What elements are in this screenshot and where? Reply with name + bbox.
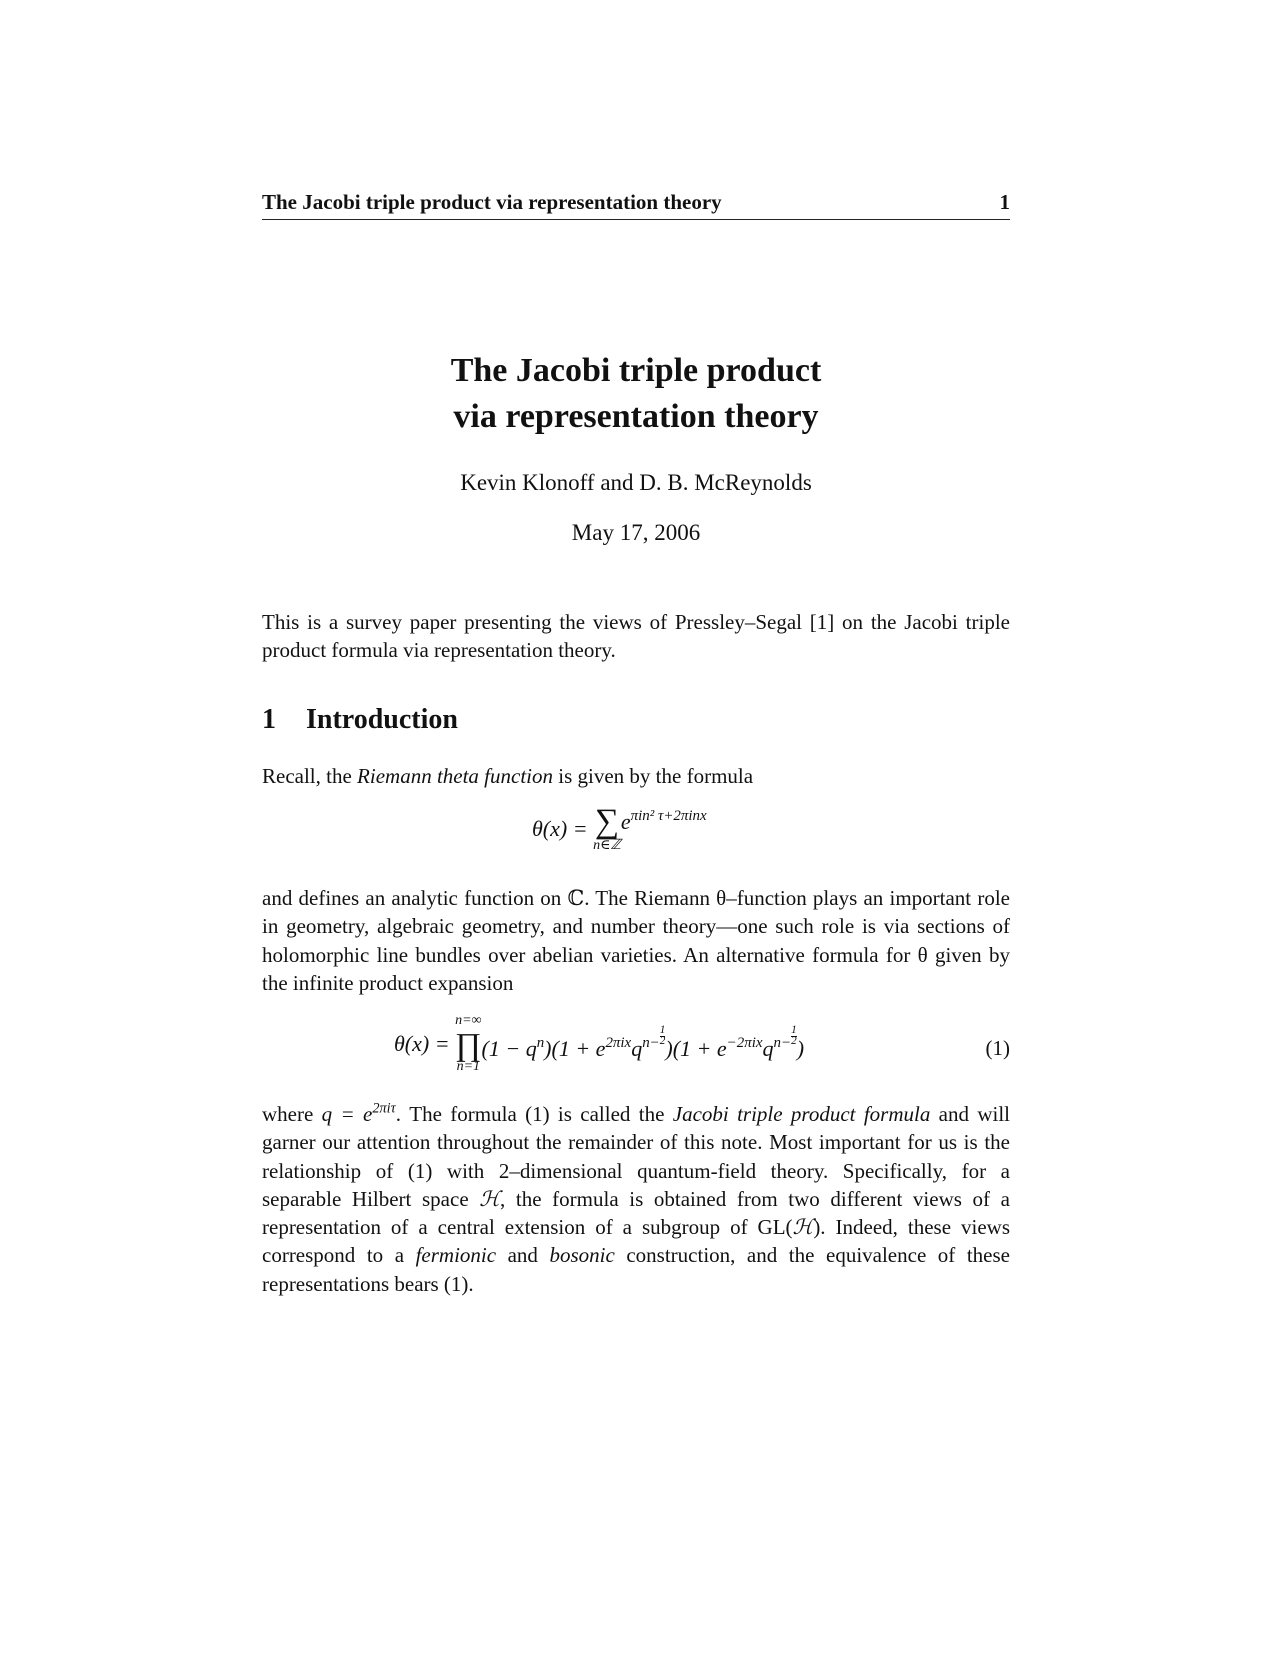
eq2-f3-close: ) (796, 1035, 805, 1061)
sum-lower-limit: n∈ℤ (593, 838, 621, 853)
eq2-f2-close: ) (665, 1035, 673, 1061)
sum-operator (593, 805, 621, 853)
product-lower-limit: n=1 (456, 1059, 481, 1074)
paragraph-1 (262, 762, 1010, 790)
eq2-f3-q: q (762, 1035, 774, 1061)
paper-title (262, 348, 1010, 440)
page-number: 1 (999, 190, 1010, 214)
title-line-1: The Jacobi triple product (450, 352, 822, 389)
eq2-f2-q: q (631, 1035, 643, 1061)
half-num-2: 1 (791, 1024, 797, 1037)
date: May 17, 2006 (571, 520, 701, 545)
product-symbol: ∏ (455, 1026, 482, 1062)
half-den: 2 (659, 1034, 666, 1047)
product-upper-limit: n=∞ (455, 1013, 482, 1028)
eq1-exponent: πin² τ+2πinx (630, 808, 707, 825)
q-definition (322, 1102, 396, 1126)
section-number: 1 (262, 704, 276, 735)
eq2-f1-exp: n (536, 1034, 545, 1051)
eq2-f2-exp: 2πix (605, 1034, 632, 1051)
p3-s7: construction, and the equivalence of these representations bears (1). (262, 1243, 1010, 1296)
eq2-f1: (1 − q (481, 1035, 537, 1061)
p3-s3: and will garner our attention throughout the remainder of this note. Most important for us is the relationship of (1) with 2–dimensional quantum-field theory. Specifically, for a separable Hilbert space (262, 1102, 1011, 1211)
p3-s6: and (496, 1243, 550, 1268)
equation-number: (1) (985, 1036, 1010, 1060)
paragraph-3 (262, 1100, 1010, 1298)
hilbert-space-symbol-2: ℋ (792, 1215, 814, 1240)
paragraph-1-text: Recall, the (262, 764, 358, 788)
eq2-f2: (1 + e (551, 1035, 606, 1061)
sum-symbol: ∑ (594, 803, 620, 840)
section-heading (262, 704, 458, 736)
half-num: 1 (659, 1024, 666, 1037)
term-bosonic: bosonic (549, 1243, 615, 1268)
title-line-2: via representation theory (453, 398, 819, 435)
eq1-base: e (620, 809, 631, 834)
eq2-f3-qexp-text: n− (773, 1034, 792, 1051)
authors: Kevin Klonoff and D. B. McReynolds (460, 470, 812, 495)
running-head (262, 190, 1010, 220)
running-title: The Jacobi triple product via representation theory (262, 190, 722, 214)
abstract: This is a survey paper presenting the views of Pressley–Segal [1] on the Jacobi triple product formula via representation theory. (262, 610, 1010, 662)
p3-s4: , the formula is obtained from two different views of a representation of a central extension of a subgroup of GL( (262, 1186, 1010, 1240)
p3-s5: ). Indeed, these views correspond to a (262, 1215, 1010, 1268)
eq1-term (621, 809, 707, 834)
q-def-exp: 2πiτ (372, 1100, 396, 1117)
eq1-lhs: θ(x) = (532, 816, 594, 841)
eq2-factors (481, 1024, 805, 1061)
eq2-f3-qexp (773, 1024, 797, 1051)
term-jacobi-triple-product: Jacobi triple product formula (672, 1102, 931, 1126)
p3-s1: where (262, 1102, 322, 1126)
half-den-2: 2 (791, 1034, 797, 1047)
section-title: Introduction (306, 704, 458, 735)
eq2-f3: (1 + e (672, 1035, 727, 1061)
term-riemann-theta: Riemann theta function (357, 764, 554, 788)
eq2-f2-qexp (642, 1024, 666, 1051)
eq2-lhs: θ(x) = (394, 1031, 456, 1056)
q-def-base: q = e (321, 1102, 373, 1126)
paragraph-1-text-end: is given by the formula (553, 764, 754, 788)
eq2-f2-qexp-text: n− (642, 1034, 660, 1051)
hilbert-space-symbol: ℋ (479, 1186, 501, 1211)
term-fermionic: fermionic (415, 1243, 497, 1268)
paragraph-2: and defines an analytic function on ℂ. The Riemann θ–function plays an important role in geometry, algebraic geometry, and number theory—one such role is via sections of holomorphic line bundles over abelian varieties. An alternative formula for θ given by the infinite product expansion (262, 886, 1010, 995)
p3-s2: . The formula (1) is called the (395, 1102, 673, 1126)
product-operator (455, 1014, 481, 1074)
eq2-f1-close: ) (544, 1035, 552, 1061)
eq2-f3-exp: −2πix (726, 1034, 763, 1051)
